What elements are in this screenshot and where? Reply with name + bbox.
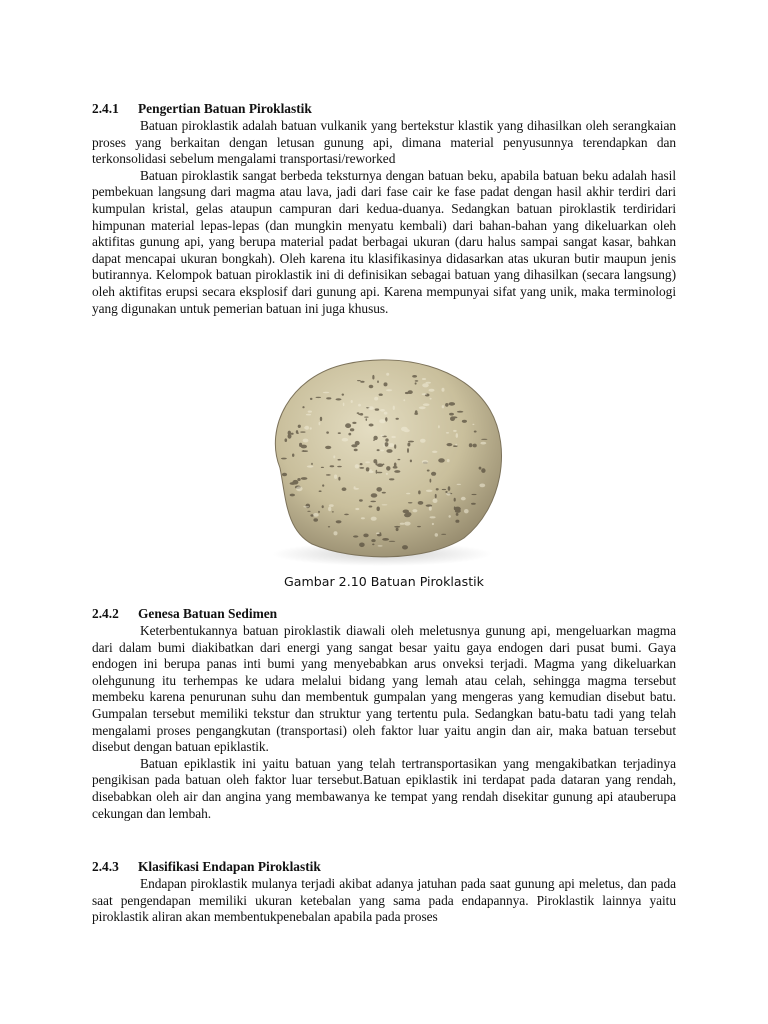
- paragraph: Batuan piroklastik adalah batuan vulkanik yang bertekstur klastik yang dihasilkan oleh serangkaian proses yang berkaitan dengan letusan gunung api, dimana material penyusunnya terendapkan dan terkonsolidasi sebelum mengalami transportasi/reworked: [92, 118, 676, 167]
- section-title: Genesa Batuan Sedimen: [138, 606, 278, 621]
- paragraph: Batuan epiklastik ini yaitu batuan yang telah tertransportasikan yang mengakibatkan terjadinya pengikisan pada batuan oleh faktor luar tersebut.Batuan epiklastik ini terdapat pada dataran yang rendah, disebabkan oleh air dan angina yang membawanya ke tempat yang rendah disekitar gunung api atauberupa cekungan dan lembah.: [92, 755, 676, 821]
- section-heading: [92, 606, 676, 622]
- section-heading: [92, 101, 676, 117]
- section-title: Klasifikasi Endapan Piroklastik: [138, 859, 321, 874]
- section-title: Pengertian Batuan Piroklastik: [138, 101, 312, 116]
- section-number: 2.4.1: [92, 101, 119, 116]
- section-2-4-3: [92, 859, 676, 926]
- section-number: 2.4.3: [92, 859, 119, 874]
- pyroclastic-rock-image: [250, 348, 510, 570]
- section-heading: [92, 859, 676, 875]
- section-2-4-2: [92, 606, 676, 822]
- paragraph: Keterbentukannya batuan piroklastik diawali oleh meletusnya gunung api, mengeluarkan magma dari dalam bumi diakibatkan dari energi yang sangat besar yaitu gaya endogen dari pusat bumi. Gaya endogen ini berupa panas inti bumi yang menyebabkan arus onveksi terjadi. Magma yang dikeluarkan olehgunung itu terhempas ke udara melalui bidang yang lemah atau celah, sehingga magma tersebut membeku karena penurunan suhu dan membentuk gumpalan yang mengeras yang kemudian disebut batu. Gumpalan tersebut memiliki tekstur dan struktur yang tertentu pula. Sedangkan batu-batu tadi yang telah mengalami proses pengangkutan (transportasi) oleh faktor luar yaitu angin dan air, maka batuan tersebut disebut dengan batuan epiklastik.: [92, 623, 676, 755]
- paragraph: Batuan piroklastik sangat berbeda teksturnya dengan batuan beku, apabila batuan beku adalah hasil pembekuan langsung dari magma atau lava, jadi dari fase cair ke fase padat dengan hasil akhir terdiri dari kumpulan kristal, gelas ataupun campuran dari kedua-duanya. Sedangkan batuan piroklastik terdiridari himpunan material lepas-lepas (dan mungkin menyatu kembali) dari bahan-bahan yang dikeluarkan oleh aktifitas gunung api, yang berupa material padat berbagai ukuran (daru halus sampai sangat kasar, bahkan dapat mencapai ukuran bongkah). Oleh karena itu klasifikasinya didasarkan atas ukuran butir maupun jenis butirannya. Kelompok batuan piroklastik ini di definisikan sebagai batuan yang dihasilkan (secara langsung) oleh aktifitas erupsi secara eksplosif dari gunung api. Karena mempunyai sifat yang unik, maka terminologi yang digunakan untuk pemerian batuan ini juga khusus.: [92, 167, 676, 316]
- section-number: 2.4.2: [92, 606, 119, 621]
- figure-caption: Gambar 2.10 Batuan Piroklastik: [284, 574, 484, 589]
- section-2-4-1: [92, 101, 676, 317]
- paragraph: Endapan piroklastik mulanya terjadi akibat adanya jatuhan pada saat gunung api meletus, dan pada saat pengendapan memiliki ukuran ketebalan yang sama pada endapannya. Piroklastik lainnya yaitu piroklastik aliran akan membentukpenebalan apabila pada proses: [92, 876, 676, 925]
